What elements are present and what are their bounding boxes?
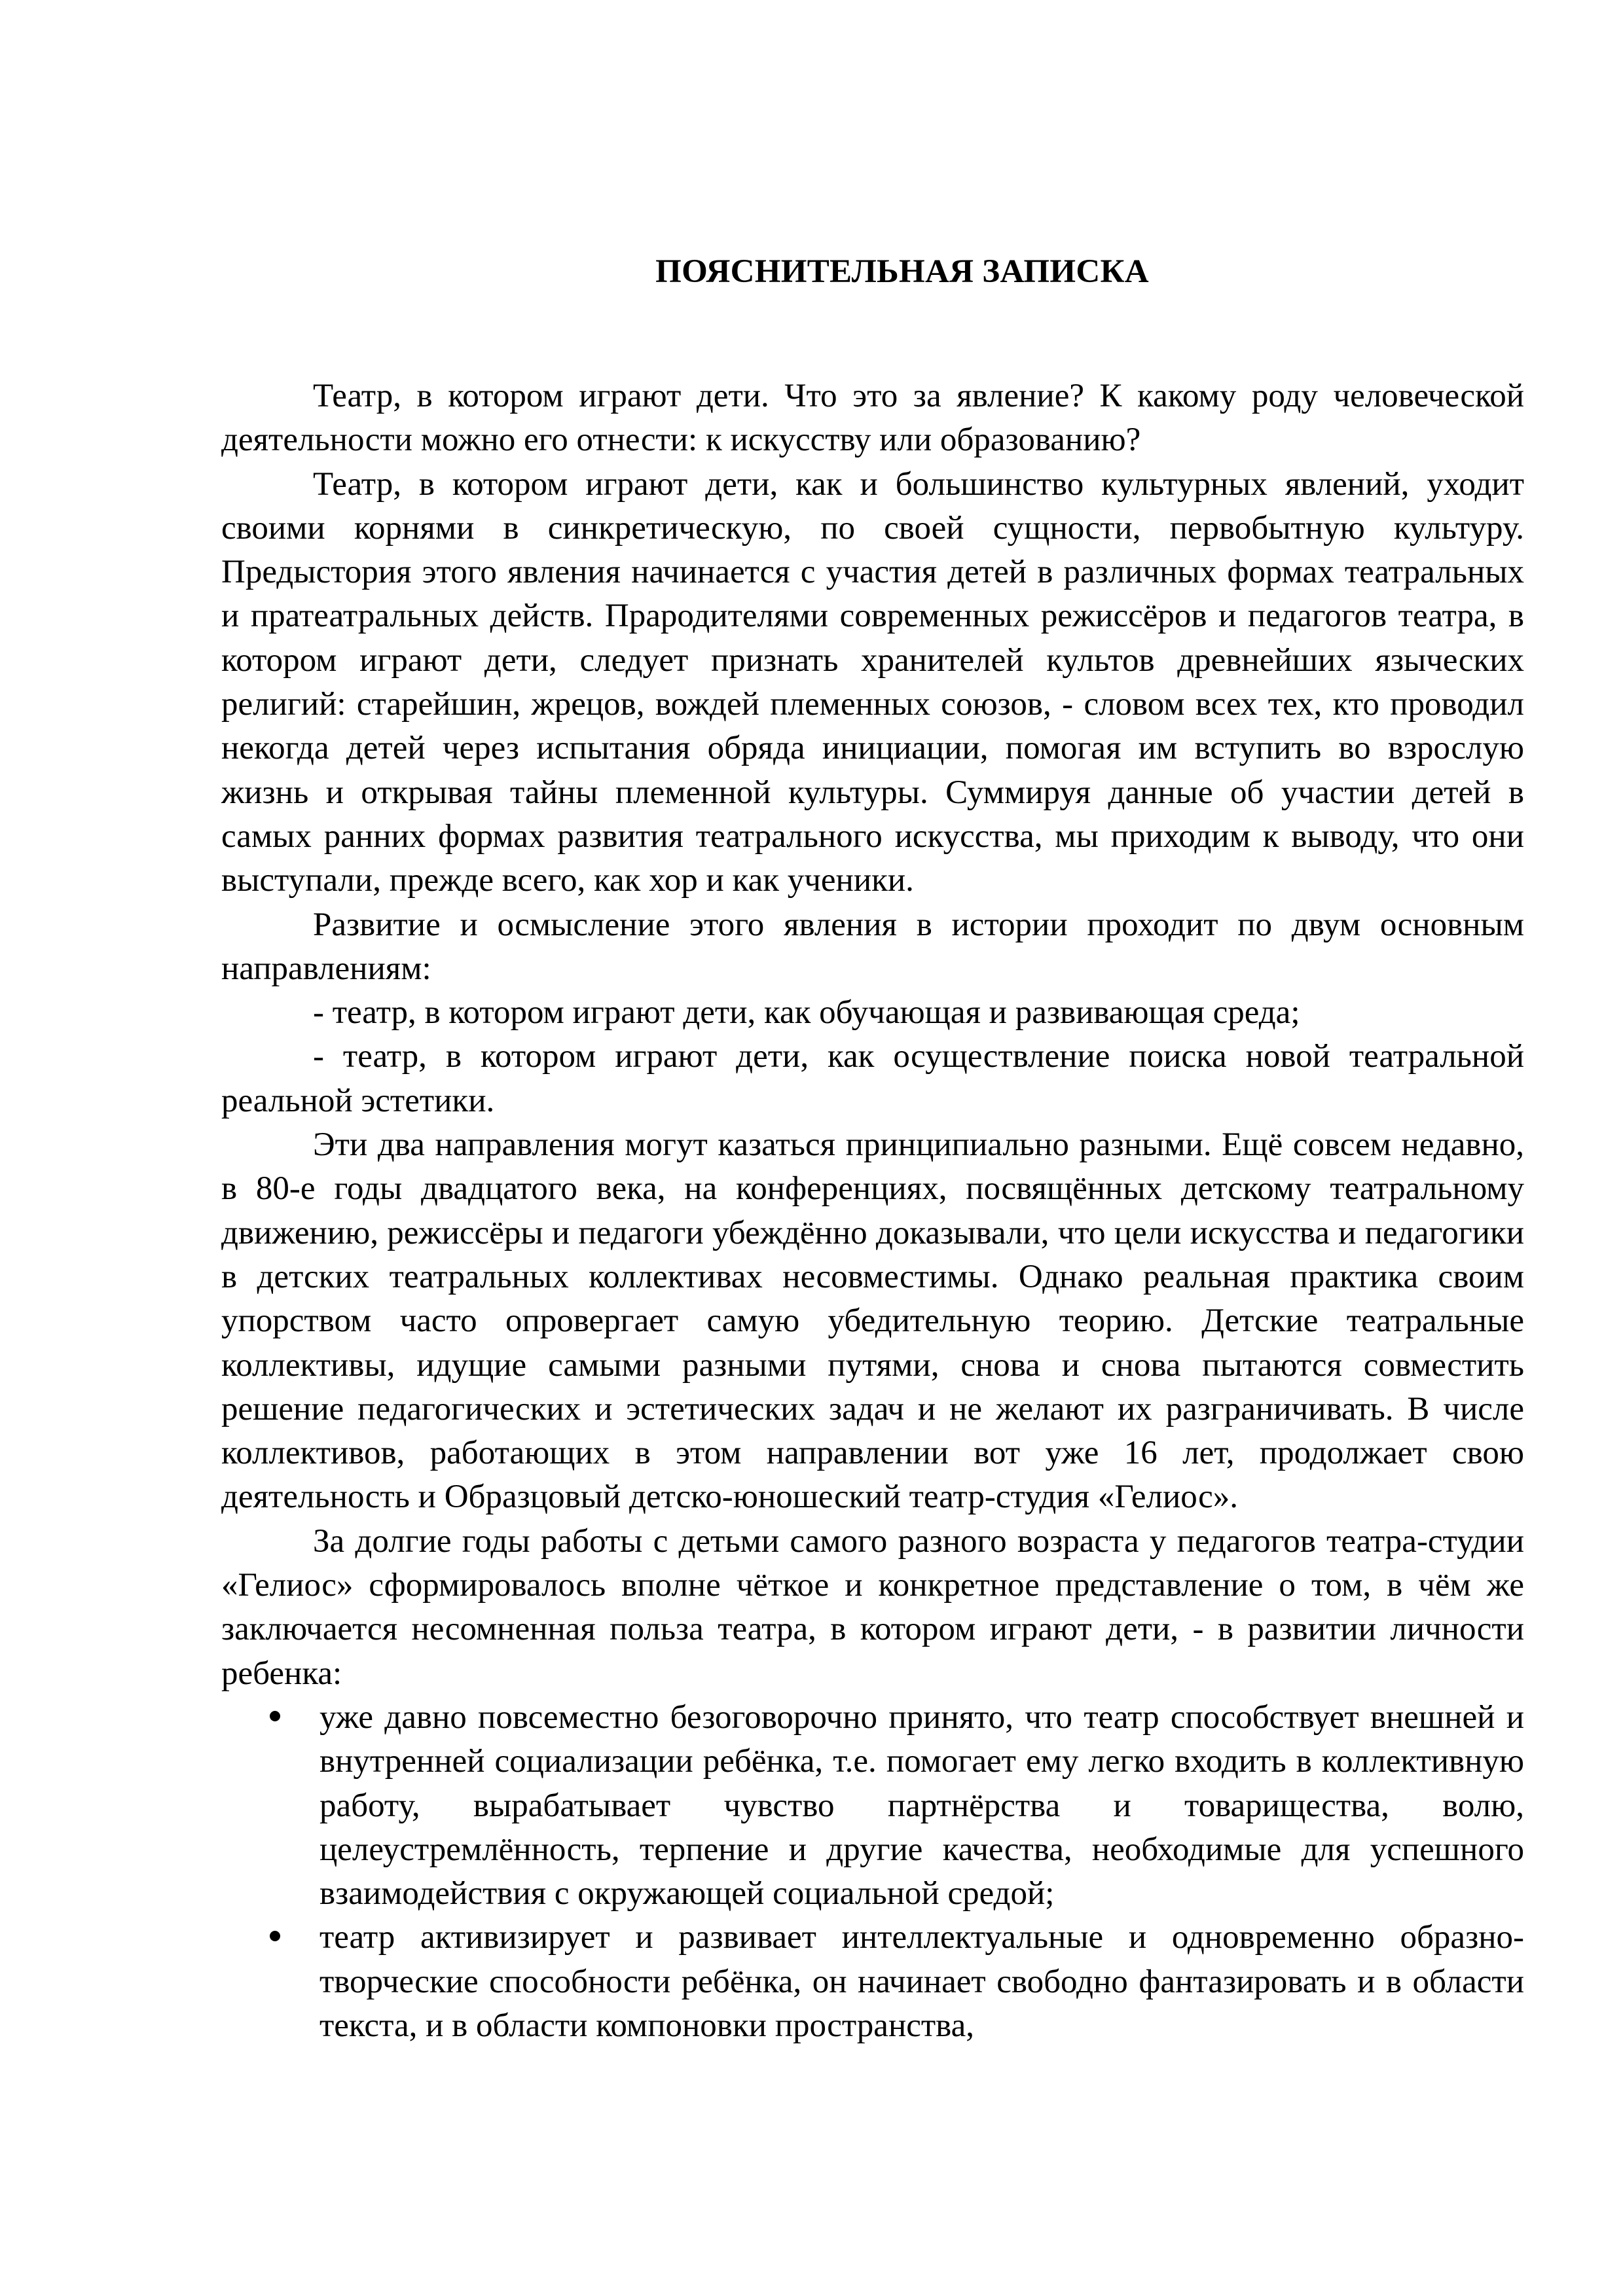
page-content	[221, 252, 1524, 2048]
bullet-icon	[270, 1931, 280, 1941]
paragraph-directions-intro: Развитие и осмысление этого явления в истории проходит по двум основным направлениям:	[221, 906, 1524, 987]
bullet-icon	[270, 1711, 280, 1721]
paragraph-direction-education: - театр, в котором играют дети, как обучающая и развивающая среда;	[313, 994, 1300, 1031]
paragraph-benefits-intro: За долгие годы работы с детьми самого разного возраста у педагогов театра-студии «Гелиос» сформировалось вполне чёткое и конкретное представление о том, в чём же заключается несомненная польза театра, в котором играют дети, - в развитии личности ребенка:	[221, 1522, 1524, 1692]
paragraph-direction-aesthetics: - театр, в котором играют дети, как осуществление поиска новой театральной реальной эстетики.	[221, 1038, 1524, 1119]
body-text	[221, 374, 1524, 2048]
paragraph-intro-question: Театр, в котором играют дети. Что это за явление? К какому роду человеческой деятельности можно его отнести: к искусству или образованию?	[221, 378, 1524, 459]
list-item	[221, 1916, 1524, 2048]
list-item	[221, 1696, 1524, 1916]
paragraph-practice: Эти два направления могут казаться принципиально разными. Ещё совсем недавно, в 80-е годы двадцатого века, на конференциях, посвящённых детскому театральному движению, режиссёры и педагоги убеждённо доказывали, что цели искусства и педагогики в детских театральных коллективах несовместимы. Однако реальная практика своим упорством часто опровергает самую убедительную теорию. Детские театральные коллективы, идущие самыми разными путями, снова и снова пытаются совместить решение педагогических и эстетических задач и не желают их разграничивать. В числе коллективов, работающих в этом направлении вот уже 16 лет, продолжает свою деятельность и Образцовый детско-юношеский театр-студия «Гелиос».	[221, 1126, 1524, 1516]
page-title: ПОЯСНИТЕЛЬНАЯ ЗАПИСКА	[655, 253, 1149, 290]
list-item-text: театр активизирует и развивает интеллектуальные и одновременно образно-творческие способности ребёнка, он начинает свободно фантазировать и в области текста, и в области компоновки пространства,	[319, 1919, 1524, 2044]
paragraph-history: Театр, в котором играют дети, как и большинство культурных явлений, уходит своими корнями в синкретическую, по своей сущности, первобытную культуру. Предыстория этого явления начинается с участия детей в различных формах театральных и пратеатральных действ. Прародителями современных режиссёров и педагогов театра, в котором играют дети, следует признать хранителей культов древнейших языческих религий: старейшин, жрецов, вождей племенных союзов, - словом всех тех, кто проводил некогда детей через испытания обряда инициации, помогая им вступить во взрослую жизнь и открывая тайны племенной культуры. Суммируя данные об участии детей в самых ранних формах развития театрального искусства, мы приходим к выводу, что они выступали, прежде всего, как хор и как ученики.	[221, 465, 1524, 899]
benefits-list	[221, 1696, 1524, 2048]
list-item-text: уже давно повсеместно безоговорочно принято, что театр способствует внешней и внутренней социализации ребёнка, т.е. помогает ему легко входить в коллективную работу, вырабатывает чувство партнёрства и товарищества, волю, целеустремлённость, терпение и другие качества, необходимые для успешного взаимодействия с окружающей социальной средой;	[319, 1698, 1524, 1912]
